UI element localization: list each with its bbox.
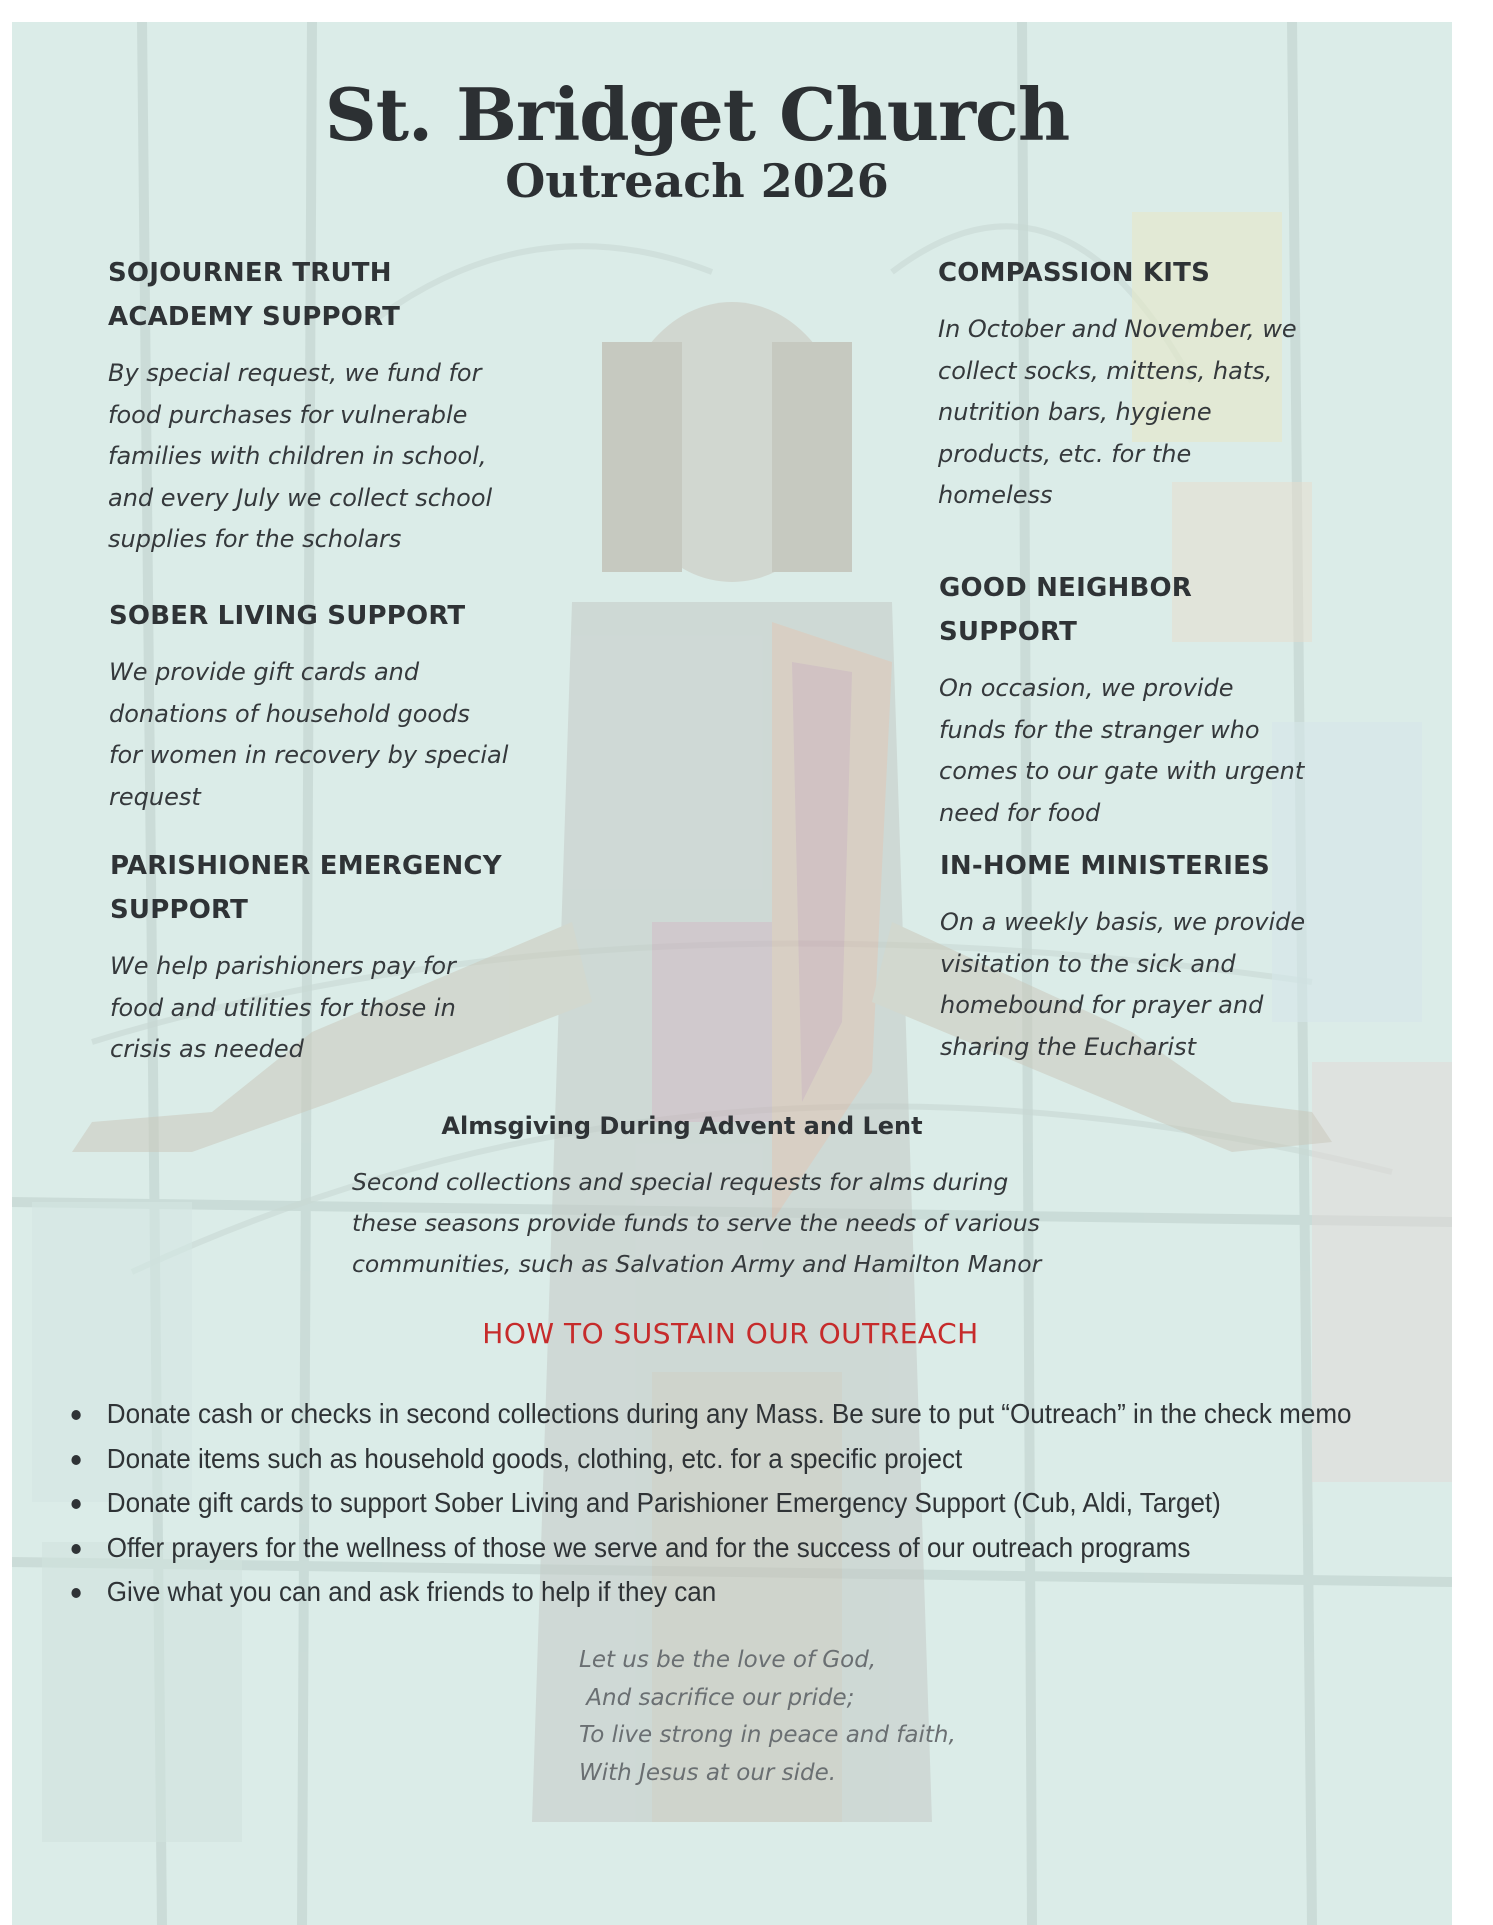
- section-body: On occasion, we provide funds for the stranger who comes to our gate with urgent need for food: [939, 674, 1305, 827]
- sustain-outreach-heading: HOW TO SUSTAIN OUR OUTREACH: [482, 1317, 979, 1350]
- bullet-icon: [71, 1455, 80, 1465]
- list-item: Donate gift cards to support Sober Living and Parishioner Emergency Support (Cub, Aldi, Target): [64, 1481, 1292, 1526]
- section-heading: SOJOURNER TRUTH ACADEMY SUPPORT: [108, 258, 401, 332]
- sustain-outreach-list: [64, 1392, 1384, 1615]
- section-body: We provide gift cards and donations of household goods for women in recovery by special request: [109, 658, 509, 811]
- page-title: St. Bridget Church: [324, 72, 1070, 157]
- section-body: By special request, we fund for food purchases for vulnerable families with children in school, and every July we collect school supplies for the scholars: [108, 359, 493, 553]
- section-compassion-kits: [938, 251, 1398, 517]
- bullet-icon: [71, 1588, 80, 1598]
- section-good-neighbor: [939, 566, 1399, 834]
- bullet-icon: [71, 1410, 80, 1420]
- section-heading: PARISHIONER EMERGENCY SUPPORT: [110, 851, 502, 925]
- list-item: Offer prayers for the wellness of those we serve and for the success of our outreach programs: [64, 1526, 1292, 1571]
- section-body: On a weekly basis, we provide visitation to the sick and homebound for prayer and sharing the Eucharist: [940, 908, 1306, 1061]
- section-sojourner-truth: [108, 251, 568, 561]
- bullet-icon: [71, 1544, 80, 1554]
- almsgiving-heading: Almsgiving During Advent and Lent: [441, 1112, 923, 1140]
- section-parishioner-emergency: [110, 844, 570, 1071]
- section-sober-living: [109, 594, 569, 818]
- section-heading: GOOD NEIGHBOR SUPPORT: [939, 573, 1193, 647]
- section-heading: SOBER LIVING SUPPORT: [109, 601, 466, 631]
- flyer-page: [12, 22, 1452, 1925]
- bullet-icon: [71, 1499, 80, 1509]
- section-almsgiving: [352, 1112, 1112, 1285]
- section-heading: COMPASSION KITS: [938, 258, 1211, 288]
- section-in-home-ministeries: [940, 844, 1400, 1068]
- closing-poem: Let us be the love of God, And sacrifice our pride; To live strong in peace and faith, With Jesus at our side.: [579, 1647, 956, 1786]
- almsgiving-body: Second collections and special requests for alms during these seasons provide funds to serve the needs of various communities, such as Salvation Army and Hamilton Manor: [352, 1168, 1042, 1278]
- page-subtitle: Outreach 2026: [505, 154, 889, 208]
- section-body: We help parishioners pay for food and utilities for those in crisis as needed: [110, 952, 456, 1063]
- section-body: In October and November, we collect socks, mittens, hats, nutrition bars, hygiene products, etc. for the homeless: [938, 315, 1297, 509]
- list-item: Give what you can and ask friends to help if they can: [64, 1570, 1292, 1615]
- list-item: Donate cash or checks in second collections during any Mass. Be sure to put “Outreach” in the check memo: [64, 1392, 1292, 1437]
- section-heading: IN-HOME MINISTERIES: [940, 851, 1270, 881]
- list-item: Donate items such as household goods, clothing, etc. for a specific project: [64, 1437, 1292, 1482]
